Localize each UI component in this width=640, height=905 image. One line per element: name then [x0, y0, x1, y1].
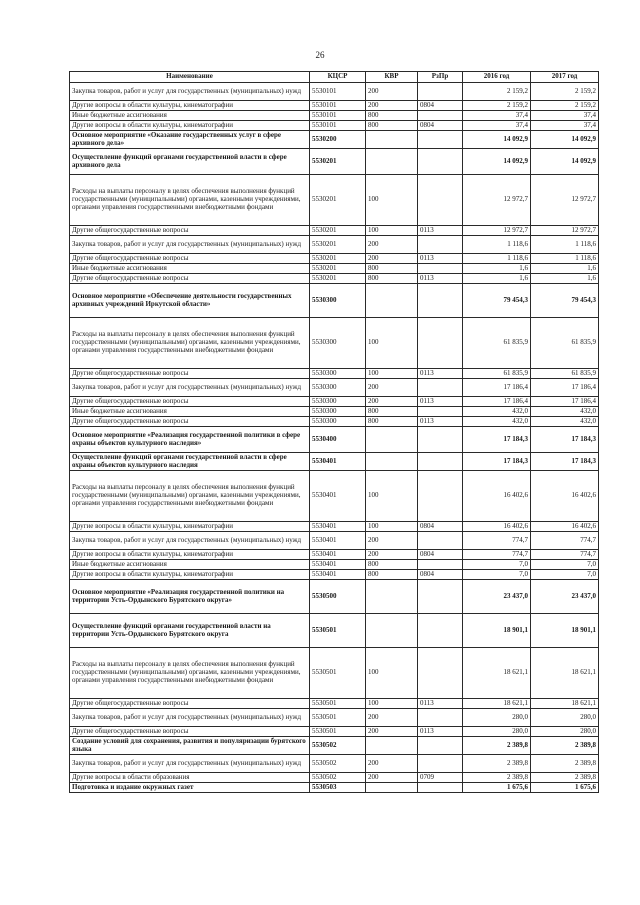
row-value-2017: 16 402,6 — [531, 522, 599, 532]
table-row — [70, 737, 599, 755]
row-name: Расходы на выплаты персоналу в целях обеспечения выполнения функций государственными (муниципальными) органами, казенными учреждениями, органами управления государственными внебюджетными фондами — [70, 318, 310, 369]
table-row — [70, 226, 599, 236]
row-kcsr: 5530401 — [310, 570, 366, 580]
row-value-2017: 280,0 — [531, 709, 599, 727]
row-value-2017: 17 184,3 — [531, 453, 599, 471]
row-kcsr: 5530502 — [310, 737, 366, 755]
row-value-2016: 7,0 — [463, 570, 531, 580]
page-number: 26 — [315, 50, 325, 60]
row-value-2017: 12 972,7 — [531, 226, 599, 236]
row-name: Иные бюджетные ассигнования — [70, 111, 310, 121]
row-kvr: 200 — [366, 236, 418, 254]
row-value-2017: 432,0 — [531, 417, 599, 427]
row-kcsr: 5530300 — [310, 397, 366, 407]
row-rzpr — [418, 471, 463, 522]
table-row — [70, 773, 599, 783]
table-row — [70, 783, 599, 793]
row-kcsr: 5530101 — [310, 121, 366, 131]
row-kcsr: 5530300 — [310, 417, 366, 427]
row-value-2016: 1 118,6 — [463, 236, 531, 254]
table-row — [70, 284, 599, 318]
row-name: Иные бюджетные ассигнования — [70, 264, 310, 274]
row-rzpr — [418, 318, 463, 369]
row-kcsr: 5530300 — [310, 284, 366, 318]
row-value-2017: 7,0 — [531, 560, 599, 570]
row-value-2016: 12 972,7 — [463, 226, 531, 236]
row-name: Другие общегосударственные вопросы — [70, 699, 310, 709]
row-kvr — [366, 427, 418, 453]
row-name: Расходы на выплаты персоналу в целях обеспечения выполнения функций государственными (муниципальными) органами, казенными учреждениями, органами управления государственными внебюджетными фондами — [70, 471, 310, 522]
row-kcsr: 5530300 — [310, 407, 366, 417]
row-kvr: 800 — [366, 274, 418, 284]
row-kcsr: 5530401 — [310, 453, 366, 471]
row-kcsr: 5530502 — [310, 755, 366, 773]
row-rzpr — [418, 580, 463, 614]
row-kvr: 200 — [366, 397, 418, 407]
row-value-2016: 18 621,1 — [463, 648, 531, 699]
row-name: Другие вопросы в области культуры, кинематографии — [70, 121, 310, 131]
row-kvr: 100 — [366, 318, 418, 369]
row-value-2016: 2 159,2 — [463, 83, 531, 101]
table-row — [70, 471, 599, 522]
row-name: Другие общегосударственные вопросы — [70, 254, 310, 264]
row-value-2017: 2 159,2 — [531, 101, 599, 111]
row-rzpr — [418, 427, 463, 453]
row-value-2017: 2 389,8 — [531, 737, 599, 755]
row-kcsr: 5530201 — [310, 274, 366, 284]
row-kvr: 100 — [366, 175, 418, 226]
row-rzpr: 0113 — [418, 369, 463, 379]
row-name: Другие вопросы в области образования — [70, 773, 310, 783]
row-kcsr: 5530201 — [310, 254, 366, 264]
row-kcsr: 5530502 — [310, 773, 366, 783]
row-value-2017: 2 389,8 — [531, 773, 599, 783]
row-value-2016: 14 092,9 — [463, 149, 531, 175]
row-kcsr: 5530201 — [310, 226, 366, 236]
row-kvr: 200 — [366, 379, 418, 397]
row-rzpr: 0804 — [418, 121, 463, 131]
row-kvr: 200 — [366, 254, 418, 264]
row-rzpr — [418, 560, 463, 570]
row-kcsr: 5530400 — [310, 427, 366, 453]
row-kvr: 200 — [366, 727, 418, 737]
row-kvr: 200 — [366, 101, 418, 111]
row-rzpr — [418, 284, 463, 318]
row-rzpr — [418, 111, 463, 121]
row-value-2017: 2 159,2 — [531, 83, 599, 101]
row-name: Закупка товаров, работ и услуг для государственных (муниципальных) нужд — [70, 379, 310, 397]
row-rzpr: 0113 — [418, 226, 463, 236]
row-name: Закупка товаров, работ и услуг для государственных (муниципальных) нужд — [70, 532, 310, 550]
row-kvr: 800 — [366, 560, 418, 570]
row-rzpr: 0113 — [418, 699, 463, 709]
header-kvr: КВР — [366, 72, 418, 83]
row-value-2016: 774,7 — [463, 550, 531, 560]
row-kcsr: 5530501 — [310, 648, 366, 699]
row-kvr: 200 — [366, 83, 418, 101]
row-value-2017: 37,4 — [531, 111, 599, 121]
row-kcsr: 5530401 — [310, 550, 366, 560]
row-value-2017: 14 092,9 — [531, 149, 599, 175]
table-row — [70, 532, 599, 550]
row-kcsr: 5530201 — [310, 175, 366, 226]
row-rzpr — [418, 783, 463, 793]
row-value-2017: 37,4 — [531, 121, 599, 131]
row-value-2017: 1,6 — [531, 264, 599, 274]
row-name: Другие вопросы в области культуры, кинематографии — [70, 522, 310, 532]
row-value-2016: 17 184,3 — [463, 453, 531, 471]
row-kcsr: 5530201 — [310, 236, 366, 254]
header-rzpr: РзПр — [418, 72, 463, 83]
table-row — [70, 648, 599, 699]
row-kvr — [366, 580, 418, 614]
table-row — [70, 699, 599, 709]
row-value-2016: 1 118,6 — [463, 254, 531, 264]
row-rzpr — [418, 755, 463, 773]
row-rzpr — [418, 453, 463, 471]
header-kcsr: КЦСР — [310, 72, 366, 83]
row-rzpr — [418, 149, 463, 175]
row-value-2016: 2 389,8 — [463, 737, 531, 755]
row-rzpr: 0113 — [418, 397, 463, 407]
row-kvr: 200 — [366, 709, 418, 727]
row-name: Другие общегосударственные вопросы — [70, 397, 310, 407]
row-name: Другие вопросы в области культуры, кинематографии — [70, 570, 310, 580]
row-name: Расходы на выплаты персоналу в целях обеспечения выполнения функций государственными (муниципальными) органами, казенными учреждениями, органами управления государственными внебюджетными фондами — [70, 175, 310, 226]
row-value-2016: 37,4 — [463, 111, 531, 121]
row-value-2017: 1 118,6 — [531, 254, 599, 264]
table-row — [70, 397, 599, 407]
row-rzpr — [418, 131, 463, 149]
row-name: Другие общегосударственные вопросы — [70, 727, 310, 737]
row-name: Осуществление функций органами государственной власти в сфере охраны объектов культурного наследия — [70, 453, 310, 471]
row-name: Создание условий для сохранения, развития и популяризации бурятского языка — [70, 737, 310, 755]
row-rzpr: 0804 — [418, 101, 463, 111]
row-kcsr: 5530401 — [310, 522, 366, 532]
row-rzpr — [418, 83, 463, 101]
row-name: Другие общегосударственные вопросы — [70, 274, 310, 284]
row-rzpr — [418, 614, 463, 648]
row-kcsr: 5530401 — [310, 471, 366, 522]
row-kvr: 100 — [366, 369, 418, 379]
row-value-2016: 16 402,6 — [463, 471, 531, 522]
row-value-2016: 774,7 — [463, 532, 531, 550]
row-value-2017: 23 437,0 — [531, 580, 599, 614]
row-rzpr — [418, 737, 463, 755]
row-name: Другие вопросы в области культуры, кинематографии — [70, 550, 310, 560]
header-name: Наименование — [70, 72, 310, 83]
row-rzpr: 0113 — [418, 254, 463, 264]
table-row — [70, 407, 599, 417]
row-kvr: 100 — [366, 522, 418, 532]
row-name: Расходы на выплаты персоналу в целях обеспечения выполнения функций государственными (муниципальными) органами, казенными учреждениями, органами управления государственными внебюджетными фондами — [70, 648, 310, 699]
row-kcsr: 5530300 — [310, 318, 366, 369]
row-name: Осуществление функций органами государственной власти в сфере архивного дела — [70, 149, 310, 175]
row-value-2016: 61 835,9 — [463, 318, 531, 369]
row-value-2016: 1,6 — [463, 274, 531, 284]
row-rzpr — [418, 709, 463, 727]
table-row — [70, 369, 599, 379]
row-kcsr: 5530401 — [310, 560, 366, 570]
row-value-2016: 432,0 — [463, 417, 531, 427]
row-kcsr: 5530101 — [310, 111, 366, 121]
row-name: Другие вопросы в области культуры, кинематографии — [70, 101, 310, 111]
row-rzpr — [418, 407, 463, 417]
row-kvr: 100 — [366, 648, 418, 699]
row-name: Закупка товаров, работ и услуг для государственных (муниципальных) нужд — [70, 755, 310, 773]
table-row — [70, 560, 599, 570]
row-value-2017: 1,6 — [531, 274, 599, 284]
row-name: Основное мероприятие «Реализация государственной политики в сфере охраны объектов культурного наследия» — [70, 427, 310, 453]
row-value-2016: 2 389,8 — [463, 773, 531, 783]
row-name: Закупка товаров, работ и услуг для государственных (муниципальных) нужд — [70, 83, 310, 101]
row-kvr: 200 — [366, 773, 418, 783]
table-row — [70, 580, 599, 614]
row-value-2016: 79 454,3 — [463, 284, 531, 318]
table-row — [70, 175, 599, 226]
table-row — [70, 83, 599, 101]
row-kcsr: 5530300 — [310, 369, 366, 379]
row-name: Основное мероприятие «Оказание государственных услуг в сфере архивного дела» — [70, 131, 310, 149]
table-row — [70, 755, 599, 773]
row-name: Другие общегосударственные вопросы — [70, 369, 310, 379]
row-rzpr: 0113 — [418, 727, 463, 737]
row-kcsr: 5530101 — [310, 101, 366, 111]
table-row — [70, 264, 599, 274]
header-year-2017: 2017 год — [531, 72, 599, 83]
row-name: Другие общегосударственные вопросы — [70, 417, 310, 427]
row-kcsr: 5530101 — [310, 83, 366, 101]
budget-table — [69, 71, 599, 793]
table-row — [70, 727, 599, 737]
table-row — [70, 131, 599, 149]
table-row — [70, 550, 599, 560]
row-name: Закупка товаров, работ и услуг для государственных (муниципальных) нужд — [70, 236, 310, 254]
table-row — [70, 379, 599, 397]
row-rzpr — [418, 264, 463, 274]
row-value-2016: 2 159,2 — [463, 101, 531, 111]
row-value-2016: 1 675,6 — [463, 783, 531, 793]
row-value-2017: 2 389,8 — [531, 755, 599, 773]
row-rzpr — [418, 648, 463, 699]
row-kvr: 800 — [366, 264, 418, 274]
row-value-2016: 17 186,4 — [463, 397, 531, 407]
row-value-2017: 7,0 — [531, 570, 599, 580]
row-rzpr: 0709 — [418, 773, 463, 783]
table-body — [70, 83, 599, 793]
row-value-2016: 18 621,1 — [463, 699, 531, 709]
row-kcsr: 5530201 — [310, 264, 366, 274]
row-value-2016: 17 186,4 — [463, 379, 531, 397]
row-value-2017: 12 972,7 — [531, 175, 599, 226]
table-row — [70, 614, 599, 648]
row-kvr: 800 — [366, 111, 418, 121]
table-row — [70, 149, 599, 175]
row-kvr: 100 — [366, 699, 418, 709]
table-row — [70, 101, 599, 111]
row-name: Подготовка и издание окружных газет — [70, 783, 310, 793]
row-rzpr: 0804 — [418, 522, 463, 532]
row-value-2016: 18 901,1 — [463, 614, 531, 648]
table-row — [70, 417, 599, 427]
row-value-2017: 774,7 — [531, 550, 599, 560]
table-row — [70, 570, 599, 580]
table-row — [70, 318, 599, 369]
row-value-2017: 1 675,6 — [531, 783, 599, 793]
row-kvr: 800 — [366, 417, 418, 427]
row-value-2016: 2 389,8 — [463, 755, 531, 773]
row-kcsr: 5530501 — [310, 727, 366, 737]
table-row — [70, 236, 599, 254]
row-value-2017: 1 118,6 — [531, 236, 599, 254]
row-kvr: 100 — [366, 471, 418, 522]
row-kcsr: 5530500 — [310, 580, 366, 614]
row-kvr: 800 — [366, 570, 418, 580]
row-value-2016: 1,6 — [463, 264, 531, 274]
row-value-2016: 16 402,6 — [463, 522, 531, 532]
row-kvr — [366, 149, 418, 175]
row-kcsr: 5530300 — [310, 379, 366, 397]
row-value-2017: 16 402,6 — [531, 471, 599, 522]
row-kcsr: 5530401 — [310, 532, 366, 550]
row-value-2017: 14 092,9 — [531, 131, 599, 149]
row-kcsr: 5530501 — [310, 709, 366, 727]
row-value-2016: 12 972,7 — [463, 175, 531, 226]
row-kvr: 800 — [366, 121, 418, 131]
row-kcsr: 5530501 — [310, 614, 366, 648]
row-kcsr: 5530501 — [310, 699, 366, 709]
row-name: Иные бюджетные ассигнования — [70, 560, 310, 570]
table-row — [70, 453, 599, 471]
row-value-2016: 7,0 — [463, 560, 531, 570]
row-value-2017: 17 186,4 — [531, 397, 599, 407]
row-kvr: 200 — [366, 532, 418, 550]
row-kvr — [366, 131, 418, 149]
row-kvr: 200 — [366, 550, 418, 560]
row-value-2017: 18 621,1 — [531, 699, 599, 709]
row-name: Закупка товаров, работ и услуг для государственных (муниципальных) нужд — [70, 709, 310, 727]
row-rzpr: 0113 — [418, 274, 463, 284]
row-kvr — [366, 614, 418, 648]
row-value-2017: 61 835,9 — [531, 369, 599, 379]
row-rzpr: 0804 — [418, 570, 463, 580]
row-kvr — [366, 737, 418, 755]
row-value-2017: 432,0 — [531, 407, 599, 417]
row-name: Другие общегосударственные вопросы — [70, 226, 310, 236]
row-rzpr: 0113 — [418, 417, 463, 427]
row-value-2016: 432,0 — [463, 407, 531, 417]
row-kcsr: 5530503 — [310, 783, 366, 793]
row-value-2017: 17 184,3 — [531, 427, 599, 453]
header-year-2016: 2016 год — [463, 72, 531, 83]
row-kvr: 800 — [366, 407, 418, 417]
row-value-2016: 37,4 — [463, 121, 531, 131]
row-value-2017: 79 454,3 — [531, 284, 599, 318]
row-kvr: 200 — [366, 755, 418, 773]
row-kcsr: 5530201 — [310, 149, 366, 175]
row-kvr — [366, 783, 418, 793]
row-value-2016: 17 184,3 — [463, 427, 531, 453]
row-kvr — [366, 453, 418, 471]
row-rzpr — [418, 236, 463, 254]
row-value-2017: 17 186,4 — [531, 379, 599, 397]
table-row — [70, 254, 599, 264]
row-name: Иные бюджетные ассигнования — [70, 407, 310, 417]
row-value-2016: 14 092,9 — [463, 131, 531, 149]
row-value-2016: 23 437,0 — [463, 580, 531, 614]
row-name: Основное мероприятие «Обеспечение деятельности государственных архивных учреждений Иркутской области» — [70, 284, 310, 318]
row-value-2016: 280,0 — [463, 727, 531, 737]
row-name: Основное мероприятие «Реализация государственной политики на территории Усть-Ордынского Бурятского округа» — [70, 580, 310, 614]
table-row — [70, 121, 599, 131]
table-row — [70, 709, 599, 727]
table-row — [70, 522, 599, 532]
row-rzpr — [418, 532, 463, 550]
row-value-2016: 61 835,9 — [463, 369, 531, 379]
row-value-2017: 18 901,1 — [531, 614, 599, 648]
row-value-2017: 18 621,1 — [531, 648, 599, 699]
row-rzpr — [418, 379, 463, 397]
row-kvr: 100 — [366, 226, 418, 236]
table-row — [70, 111, 599, 121]
row-value-2017: 61 835,9 — [531, 318, 599, 369]
row-value-2017: 774,7 — [531, 532, 599, 550]
row-rzpr — [418, 175, 463, 226]
row-value-2016: 280,0 — [463, 709, 531, 727]
row-kvr — [366, 284, 418, 318]
table-row — [70, 427, 599, 453]
row-kcsr: 5530200 — [310, 131, 366, 149]
table-header-row — [70, 72, 599, 83]
row-rzpr: 0804 — [418, 550, 463, 560]
table-row — [70, 274, 599, 284]
row-value-2017: 280,0 — [531, 727, 599, 737]
row-name: Осуществление функций органами государственной власти на территории Усть-Ордынского Бурятского округа — [70, 614, 310, 648]
